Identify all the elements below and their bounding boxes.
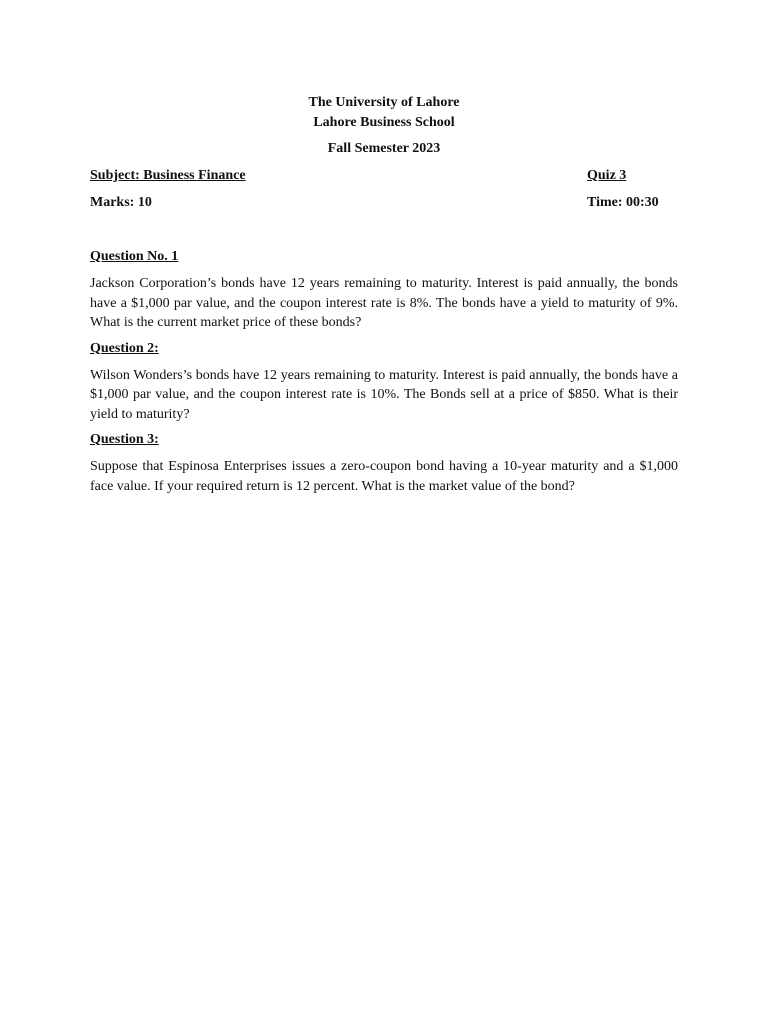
time-label: Time: 00:30 xyxy=(587,195,659,210)
question-3-heading: Question 3: xyxy=(90,432,159,447)
question-2-text: Wilson Wonders’s bonds have 12 years remaining to maturity. Interest is paid annually, the bonds have a $1,000 par value, and the coupon interest rate is 10%. The Bonds sell at a price of $850. What is their yield to maturity? xyxy=(90,367,678,422)
university-name: The University of Lahore xyxy=(308,95,460,110)
subject-quiz-row xyxy=(90,166,678,186)
question-3-text: Suppose that Espinosa Enterprises issues a zero-coupon bond having a 10-year maturity and a $1,000 face value. If your required return is 12 percent. What is the market value of the bond? xyxy=(90,459,678,494)
school-name: Lahore Business School xyxy=(313,115,455,130)
question-1-text: Jackson Corporation’s bonds have 12 years remaining to maturity. Interest is paid annually, the bonds have a $1,000 par value, and the coupon interest rate is 8%. The bonds have a yield to maturity of 9%. What is the current market price of these bonds? xyxy=(90,276,678,330)
marks-time-row xyxy=(90,193,678,213)
quiz-label: Quiz 3 xyxy=(587,168,627,183)
question-2-heading: Question 2: xyxy=(90,340,159,356)
subject-label: Subject: Business Finance xyxy=(90,168,246,183)
marks-label: Marks: 10 xyxy=(90,195,152,210)
semester-title: Fall Semester 2023 xyxy=(327,141,441,156)
question-1-heading: Question No. 1 xyxy=(90,249,179,264)
quiz-document xyxy=(90,93,678,496)
